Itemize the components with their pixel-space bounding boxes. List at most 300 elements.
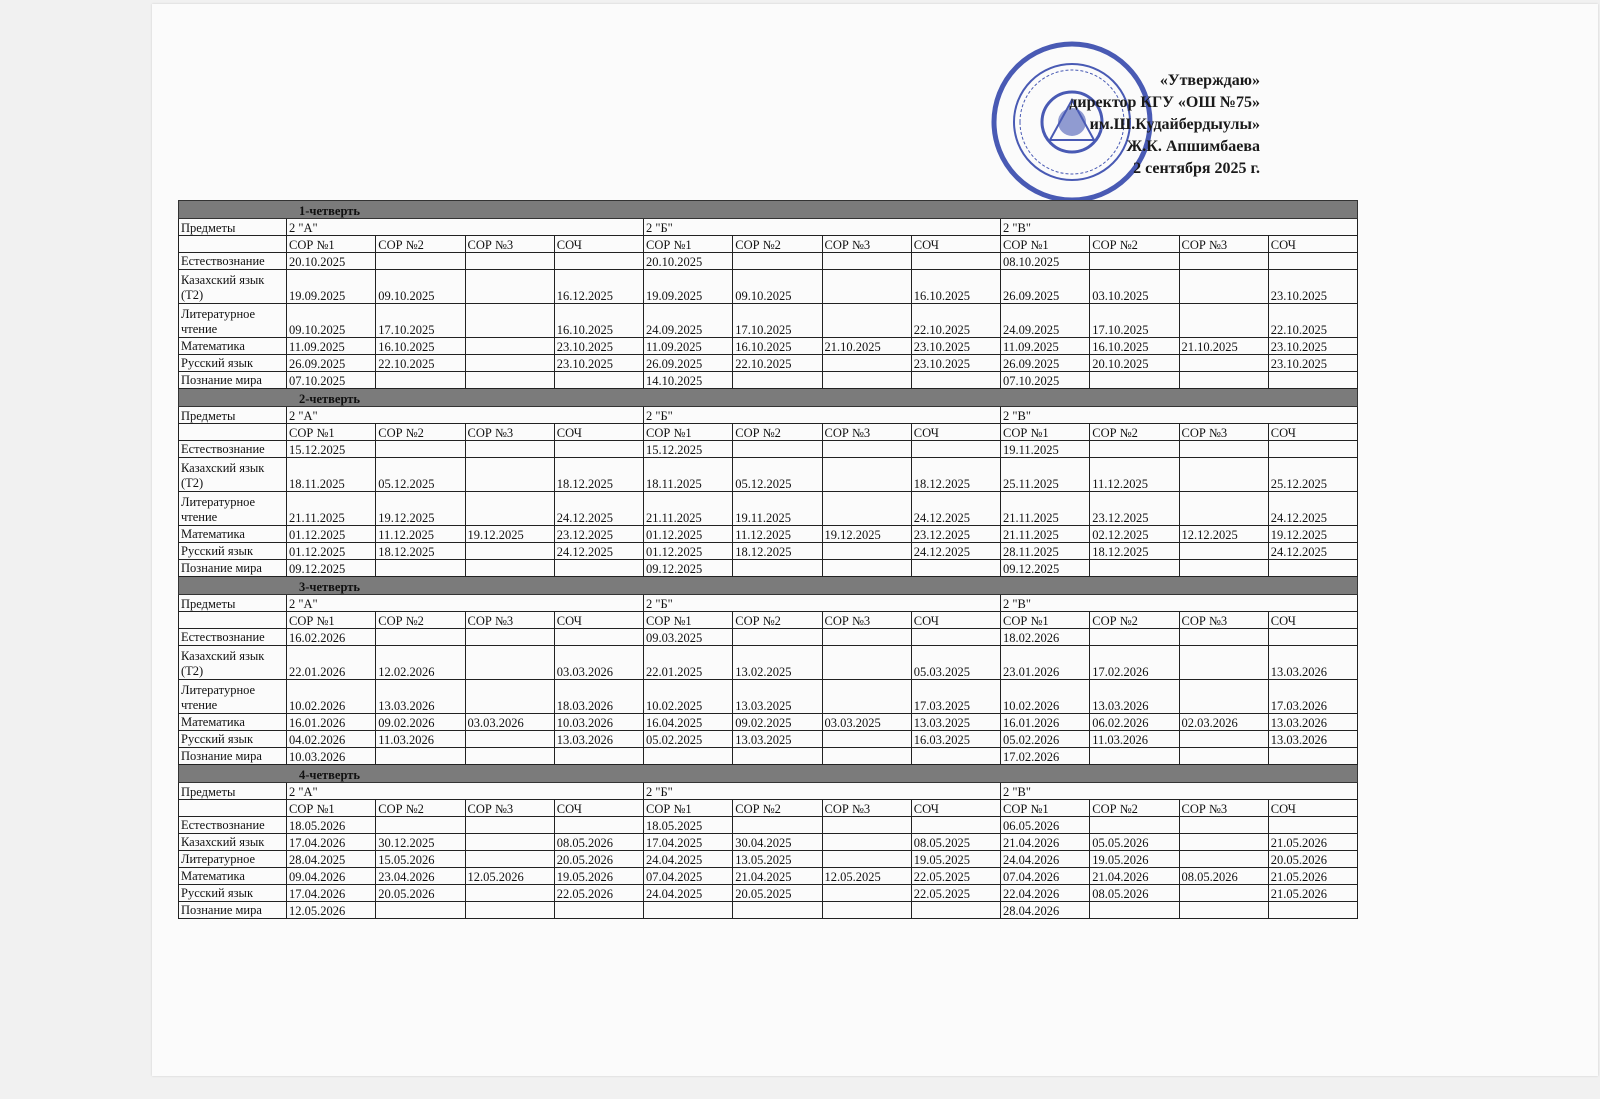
date-cell bbox=[1179, 885, 1268, 902]
date-cell: 16.01.2026 bbox=[287, 714, 376, 731]
date-cell bbox=[1179, 492, 1268, 526]
date-cell: 15.05.2026 bbox=[376, 851, 465, 868]
date-cell: 16.12.2025 bbox=[554, 270, 643, 304]
quarter-header-row bbox=[179, 201, 1358, 219]
date-cell: 22.01.2026 bbox=[287, 646, 376, 680]
date-cell bbox=[465, 270, 554, 304]
date-cell: 21.10.2025 bbox=[1179, 338, 1268, 355]
date-cell: 05.12.2025 bbox=[733, 458, 822, 492]
assessment-header: СОР №1 bbox=[1001, 612, 1090, 629]
empty-cell bbox=[179, 612, 287, 629]
date-cell bbox=[911, 902, 1000, 919]
date-cell: 13.02.2025 bbox=[733, 646, 822, 680]
date-cell bbox=[465, 458, 554, 492]
date-cell bbox=[822, 355, 911, 372]
date-cell: 16.02.2026 bbox=[287, 629, 376, 646]
class-header: 2 "Б" bbox=[644, 595, 1001, 612]
date-cell: 23.10.2025 bbox=[1268, 270, 1357, 304]
date-cell: 19.05.2026 bbox=[1090, 851, 1179, 868]
date-cell bbox=[465, 834, 554, 851]
assessment-header-row bbox=[179, 612, 1358, 629]
date-cell: 23.12.2025 bbox=[1090, 492, 1179, 526]
date-cell bbox=[376, 372, 465, 389]
date-cell: 11.03.2026 bbox=[376, 731, 465, 748]
date-cell bbox=[1179, 355, 1268, 372]
date-cell: 05.03.2025 bbox=[911, 646, 1000, 680]
schedule-table bbox=[178, 200, 1358, 919]
date-cell bbox=[465, 885, 554, 902]
class-header: 2 "А" bbox=[287, 595, 644, 612]
date-cell: 01.12.2025 bbox=[287, 526, 376, 543]
date-cell: 01.12.2025 bbox=[644, 526, 733, 543]
class-header-row bbox=[179, 595, 1358, 612]
date-cell bbox=[1268, 629, 1357, 646]
date-cell: 30.04.2025 bbox=[733, 834, 822, 851]
assessment-header: СОР №2 bbox=[376, 236, 465, 253]
date-cell bbox=[376, 629, 465, 646]
assessment-header: СОР №1 bbox=[287, 236, 376, 253]
table-row bbox=[179, 680, 1358, 714]
date-cell: 23.12.2025 bbox=[554, 526, 643, 543]
date-cell bbox=[465, 560, 554, 577]
date-cell: 09.02.2025 bbox=[733, 714, 822, 731]
assessment-header: СОР №3 bbox=[465, 424, 554, 441]
quarter-title: 4-четверть bbox=[179, 765, 1358, 783]
date-cell: 13.03.2026 bbox=[1090, 680, 1179, 714]
date-cell bbox=[554, 441, 643, 458]
date-cell: 13.03.2026 bbox=[554, 731, 643, 748]
date-cell bbox=[465, 253, 554, 270]
assessment-header: СОР №3 bbox=[465, 236, 554, 253]
table-row bbox=[179, 492, 1358, 526]
date-cell: 01.12.2025 bbox=[644, 543, 733, 560]
date-cell: 03.03.2026 bbox=[554, 646, 643, 680]
date-cell bbox=[644, 902, 733, 919]
date-cell bbox=[554, 253, 643, 270]
date-cell bbox=[376, 817, 465, 834]
table-row bbox=[179, 748, 1358, 765]
date-cell: 17.04.2025 bbox=[644, 834, 733, 851]
date-cell: 04.02.2026 bbox=[287, 731, 376, 748]
date-cell: 11.09.2025 bbox=[287, 338, 376, 355]
date-cell: 09.10.2025 bbox=[376, 270, 465, 304]
date-cell bbox=[465, 355, 554, 372]
date-cell: 05.02.2025 bbox=[644, 731, 733, 748]
date-cell: 22.05.2026 bbox=[554, 885, 643, 902]
date-cell bbox=[1179, 834, 1268, 851]
date-cell: 05.05.2026 bbox=[1090, 834, 1179, 851]
date-cell: 23.10.2025 bbox=[911, 338, 1000, 355]
date-cell: 21.05.2026 bbox=[1268, 885, 1357, 902]
date-cell: 19.05.2025 bbox=[911, 851, 1000, 868]
assessment-header-row bbox=[179, 424, 1358, 441]
date-cell bbox=[554, 372, 643, 389]
assessment-header: СОР №1 bbox=[287, 800, 376, 817]
subject-cell: Русский язык bbox=[179, 355, 287, 372]
date-cell bbox=[822, 748, 911, 765]
date-cell bbox=[1179, 731, 1268, 748]
table-row bbox=[179, 868, 1358, 885]
date-cell bbox=[376, 748, 465, 765]
assessment-header: СОЧ bbox=[911, 424, 1000, 441]
date-cell: 22.05.2025 bbox=[911, 885, 1000, 902]
date-cell: 18.12.2025 bbox=[376, 543, 465, 560]
class-header: 2 "Б" bbox=[644, 407, 1001, 424]
date-cell: 21.11.2025 bbox=[644, 492, 733, 526]
subjects-header: Предметы bbox=[179, 595, 287, 612]
assessment-header: СОР №3 bbox=[465, 800, 554, 817]
assessment-header: СОЧ bbox=[911, 800, 1000, 817]
date-cell: 17.04.2026 bbox=[287, 834, 376, 851]
subject-cell: Математика bbox=[179, 526, 287, 543]
table-row bbox=[179, 270, 1358, 304]
date-cell bbox=[1268, 253, 1357, 270]
date-cell: 21.11.2025 bbox=[1001, 492, 1090, 526]
quarter-title: 3-четверть bbox=[179, 577, 1358, 595]
approval-block bbox=[1000, 70, 1260, 180]
date-cell: 05.12.2025 bbox=[376, 458, 465, 492]
date-cell bbox=[911, 372, 1000, 389]
subject-cell: Познание мира bbox=[179, 560, 287, 577]
date-cell bbox=[554, 629, 643, 646]
date-cell: 17.10.2025 bbox=[376, 304, 465, 338]
assessment-header: СОР №1 bbox=[644, 800, 733, 817]
date-cell: 23.10.2025 bbox=[1268, 355, 1357, 372]
date-cell: 11.09.2025 bbox=[644, 338, 733, 355]
date-cell bbox=[911, 629, 1000, 646]
date-cell: 09.10.2025 bbox=[733, 270, 822, 304]
assessment-header: СОР №2 bbox=[376, 612, 465, 629]
date-cell bbox=[1179, 270, 1268, 304]
date-cell: 18.05.2026 bbox=[287, 817, 376, 834]
table-row bbox=[179, 372, 1358, 389]
date-cell: 26.09.2025 bbox=[644, 355, 733, 372]
date-cell: 17.04.2026 bbox=[287, 885, 376, 902]
date-cell bbox=[911, 253, 1000, 270]
date-cell: 09.02.2026 bbox=[376, 714, 465, 731]
subject-cell: Познание мира bbox=[179, 372, 287, 389]
date-cell: 03.10.2025 bbox=[1090, 270, 1179, 304]
class-header: 2 "А" bbox=[287, 219, 644, 236]
date-cell bbox=[1179, 902, 1268, 919]
approval-line: им.Ш.Кудайбердыулы» bbox=[1089, 116, 1260, 133]
subject-cell: Естествознание bbox=[179, 629, 287, 646]
subject-cell: Естествознание bbox=[179, 817, 287, 834]
subject-cell: Казахский язык (Т2) bbox=[179, 458, 287, 492]
assessment-header: СОР №1 bbox=[287, 612, 376, 629]
date-cell bbox=[733, 253, 822, 270]
date-cell bbox=[1179, 748, 1268, 765]
date-cell: 11.09.2025 bbox=[1001, 338, 1090, 355]
table-row bbox=[179, 629, 1358, 646]
date-cell bbox=[822, 646, 911, 680]
date-cell bbox=[1090, 560, 1179, 577]
date-cell: 11.03.2026 bbox=[1090, 731, 1179, 748]
date-cell bbox=[1090, 817, 1179, 834]
date-cell: 17.10.2025 bbox=[733, 304, 822, 338]
date-cell: 10.02.2025 bbox=[644, 680, 733, 714]
date-cell: 02.12.2025 bbox=[1090, 526, 1179, 543]
date-cell bbox=[911, 560, 1000, 577]
date-cell bbox=[465, 680, 554, 714]
date-cell: 12.02.2026 bbox=[376, 646, 465, 680]
date-cell bbox=[1179, 817, 1268, 834]
assessment-header: СОР №2 bbox=[733, 424, 822, 441]
assessment-header: СОР №3 bbox=[465, 612, 554, 629]
date-cell bbox=[465, 748, 554, 765]
table-row bbox=[179, 458, 1358, 492]
date-cell bbox=[911, 441, 1000, 458]
assessment-header: СОР №3 bbox=[1179, 612, 1268, 629]
date-cell: 25.12.2025 bbox=[1268, 458, 1357, 492]
table-row bbox=[179, 304, 1358, 338]
table-row bbox=[179, 885, 1358, 902]
date-cell: 13.03.2025 bbox=[733, 731, 822, 748]
date-cell bbox=[1179, 253, 1268, 270]
date-cell: 16.10.2025 bbox=[376, 338, 465, 355]
date-cell: 24.04.2025 bbox=[644, 885, 733, 902]
date-cell bbox=[1090, 629, 1179, 646]
date-cell bbox=[822, 834, 911, 851]
date-cell: 28.04.2025 bbox=[287, 851, 376, 868]
date-cell bbox=[1179, 560, 1268, 577]
date-cell: 22.10.2025 bbox=[1268, 304, 1357, 338]
assessment-header-row bbox=[179, 236, 1358, 253]
date-cell bbox=[465, 441, 554, 458]
empty-cell bbox=[179, 800, 287, 817]
date-cell: 02.03.2026 bbox=[1179, 714, 1268, 731]
date-cell bbox=[1179, 543, 1268, 560]
date-cell: 23.01.2026 bbox=[1001, 646, 1090, 680]
date-cell: 17.03.2025 bbox=[911, 680, 1000, 714]
date-cell: 24.12.2025 bbox=[554, 492, 643, 526]
assessment-header: СОЧ bbox=[1268, 236, 1357, 253]
date-cell: 20.10.2025 bbox=[287, 253, 376, 270]
class-header: 2 "В" bbox=[1001, 595, 1358, 612]
class-header: 2 "Б" bbox=[644, 219, 1001, 236]
table-row bbox=[179, 355, 1358, 372]
date-cell: 17.02.2026 bbox=[1090, 646, 1179, 680]
date-cell: 07.04.2026 bbox=[1001, 868, 1090, 885]
date-cell: 22.05.2025 bbox=[911, 868, 1000, 885]
date-cell: 24.12.2025 bbox=[911, 492, 1000, 526]
date-cell: 15.12.2025 bbox=[644, 441, 733, 458]
date-cell bbox=[1090, 748, 1179, 765]
empty-cell bbox=[179, 236, 287, 253]
class-header: 2 "В" bbox=[1001, 219, 1358, 236]
date-cell: 18.11.2025 bbox=[287, 458, 376, 492]
date-cell: 09.12.2025 bbox=[1001, 560, 1090, 577]
date-cell: 24.09.2025 bbox=[644, 304, 733, 338]
date-cell: 07.10.2025 bbox=[1001, 372, 1090, 389]
date-cell bbox=[465, 338, 554, 355]
date-cell bbox=[822, 629, 911, 646]
table-row bbox=[179, 526, 1358, 543]
date-cell bbox=[554, 748, 643, 765]
assessment-header: СОР №3 bbox=[822, 424, 911, 441]
date-cell: 21.04.2026 bbox=[1001, 834, 1090, 851]
date-cell: 06.05.2026 bbox=[1001, 817, 1090, 834]
date-cell bbox=[1268, 372, 1357, 389]
subject-cell: Познание мира bbox=[179, 902, 287, 919]
date-cell: 16.04.2025 bbox=[644, 714, 733, 731]
date-cell bbox=[733, 817, 822, 834]
date-cell: 08.05.2026 bbox=[1179, 868, 1268, 885]
assessment-header: СОЧ bbox=[554, 612, 643, 629]
assessment-header: СОР №3 bbox=[1179, 800, 1268, 817]
assessment-header: СОР №1 bbox=[644, 236, 733, 253]
date-cell bbox=[1090, 372, 1179, 389]
date-cell: 19.11.2025 bbox=[1001, 441, 1090, 458]
assessment-header: СОР №3 bbox=[1179, 424, 1268, 441]
class-header: 2 "А" bbox=[287, 407, 644, 424]
date-cell bbox=[1090, 253, 1179, 270]
assessment-header: СОР №2 bbox=[1090, 236, 1179, 253]
date-cell: 09.12.2025 bbox=[644, 560, 733, 577]
assessment-header: СОЧ bbox=[911, 612, 1000, 629]
date-cell: 17.02.2026 bbox=[1001, 748, 1090, 765]
subject-cell: Математика bbox=[179, 338, 287, 355]
assessment-header: СОР №2 bbox=[376, 424, 465, 441]
date-cell: 16.10.2025 bbox=[911, 270, 1000, 304]
assessment-header: СОЧ bbox=[554, 800, 643, 817]
date-cell bbox=[554, 560, 643, 577]
date-cell: 19.12.2025 bbox=[1268, 526, 1357, 543]
table-row bbox=[179, 560, 1358, 577]
table-row bbox=[179, 834, 1358, 851]
date-cell: 20.05.2025 bbox=[733, 885, 822, 902]
date-cell bbox=[644, 748, 733, 765]
class-header: 2 "Б" bbox=[644, 783, 1001, 800]
date-cell bbox=[376, 560, 465, 577]
class-header: 2 "В" bbox=[1001, 783, 1358, 800]
date-cell: 13.03.2026 bbox=[1268, 714, 1357, 731]
date-cell: 10.02.2026 bbox=[287, 680, 376, 714]
date-cell bbox=[1268, 817, 1357, 834]
date-cell: 24.04.2026 bbox=[1001, 851, 1090, 868]
assessment-header: СОЧ bbox=[1268, 612, 1357, 629]
date-cell: 24.12.2025 bbox=[1268, 543, 1357, 560]
assessment-header: СОЧ bbox=[1268, 424, 1357, 441]
date-cell: 07.10.2025 bbox=[287, 372, 376, 389]
table-row bbox=[179, 253, 1358, 270]
date-cell bbox=[822, 885, 911, 902]
date-cell bbox=[376, 902, 465, 919]
date-cell: 24.12.2025 bbox=[554, 543, 643, 560]
date-cell: 24.12.2025 bbox=[1268, 492, 1357, 526]
date-cell bbox=[733, 372, 822, 389]
date-cell bbox=[376, 253, 465, 270]
quarter-title: 2-четверть bbox=[179, 389, 1358, 407]
date-cell bbox=[1179, 629, 1268, 646]
assessment-header: СОР №2 bbox=[733, 612, 822, 629]
date-cell: 13.05.2025 bbox=[733, 851, 822, 868]
date-cell: 19.12.2025 bbox=[465, 526, 554, 543]
subject-cell: Казахский язык (Т2) bbox=[179, 646, 287, 680]
date-cell: 21.11.2025 bbox=[1001, 526, 1090, 543]
date-cell bbox=[465, 851, 554, 868]
date-cell: 08.05.2025 bbox=[911, 834, 1000, 851]
assessment-schedule bbox=[178, 200, 1358, 919]
date-cell bbox=[376, 441, 465, 458]
date-cell: 16.03.2025 bbox=[911, 731, 1000, 748]
date-cell bbox=[465, 902, 554, 919]
date-cell: 18.02.2026 bbox=[1001, 629, 1090, 646]
date-cell: 16.10.2025 bbox=[733, 338, 822, 355]
assessment-header-row bbox=[179, 800, 1358, 817]
date-cell: 10.03.2026 bbox=[554, 714, 643, 731]
date-cell: 09.10.2025 bbox=[287, 304, 376, 338]
date-cell: 09.04.2026 bbox=[287, 868, 376, 885]
date-cell: 22.04.2026 bbox=[1001, 885, 1090, 902]
date-cell: 21.11.2025 bbox=[287, 492, 376, 526]
date-cell bbox=[1179, 304, 1268, 338]
assessment-header: СОР №1 bbox=[1001, 800, 1090, 817]
subject-cell: Литературное bbox=[179, 851, 287, 868]
date-cell: 08.05.2026 bbox=[554, 834, 643, 851]
date-cell: 18.12.2025 bbox=[733, 543, 822, 560]
date-cell bbox=[733, 560, 822, 577]
date-cell bbox=[1179, 372, 1268, 389]
date-cell: 28.04.2026 bbox=[1001, 902, 1090, 919]
date-cell bbox=[465, 817, 554, 834]
subject-cell: Математика bbox=[179, 714, 287, 731]
assessment-header: СОР №3 bbox=[1179, 236, 1268, 253]
subject-cell: Естествознание bbox=[179, 441, 287, 458]
assessment-header: СОР №1 bbox=[644, 612, 733, 629]
assessment-header: СОР №2 bbox=[1090, 612, 1179, 629]
subject-cell: Казахский язык (Т2) bbox=[179, 270, 287, 304]
subject-cell: Русский язык bbox=[179, 543, 287, 560]
date-cell bbox=[465, 543, 554, 560]
subject-cell: Естествознание bbox=[179, 253, 287, 270]
date-cell: 10.03.2026 bbox=[287, 748, 376, 765]
date-cell: 19.11.2025 bbox=[733, 492, 822, 526]
date-cell: 12.12.2025 bbox=[1179, 526, 1268, 543]
date-cell bbox=[1268, 902, 1357, 919]
date-cell bbox=[822, 270, 911, 304]
date-cell bbox=[822, 902, 911, 919]
date-cell: 21.05.2026 bbox=[1268, 868, 1357, 885]
date-cell bbox=[911, 817, 1000, 834]
date-cell: 30.12.2025 bbox=[376, 834, 465, 851]
table-row bbox=[179, 714, 1358, 731]
date-cell: 12.05.2025 bbox=[822, 868, 911, 885]
date-cell bbox=[822, 253, 911, 270]
assessment-header: СОР №1 bbox=[644, 424, 733, 441]
quarter-header-row bbox=[179, 577, 1358, 595]
quarter-title: 1-четверть bbox=[179, 201, 1358, 219]
assessment-header: СОР №1 bbox=[287, 424, 376, 441]
assessment-header: СОР №1 bbox=[1001, 236, 1090, 253]
date-cell bbox=[822, 560, 911, 577]
date-cell bbox=[1179, 441, 1268, 458]
date-cell bbox=[733, 748, 822, 765]
date-cell: 20.05.2026 bbox=[376, 885, 465, 902]
date-cell: 21.04.2025 bbox=[733, 868, 822, 885]
date-cell: 21.05.2026 bbox=[1268, 834, 1357, 851]
date-cell: 17.10.2025 bbox=[1090, 304, 1179, 338]
date-cell: 24.04.2025 bbox=[644, 851, 733, 868]
approval-line: «Утверждаю» bbox=[1159, 72, 1260, 89]
date-cell: 17.03.2026 bbox=[1268, 680, 1357, 714]
assessment-header: СОЧ bbox=[911, 236, 1000, 253]
date-cell: 28.11.2025 bbox=[1001, 543, 1090, 560]
date-cell: 13.03.2026 bbox=[1268, 731, 1357, 748]
class-header-row bbox=[179, 407, 1358, 424]
table-row bbox=[179, 731, 1358, 748]
date-cell: 23.10.2025 bbox=[554, 338, 643, 355]
